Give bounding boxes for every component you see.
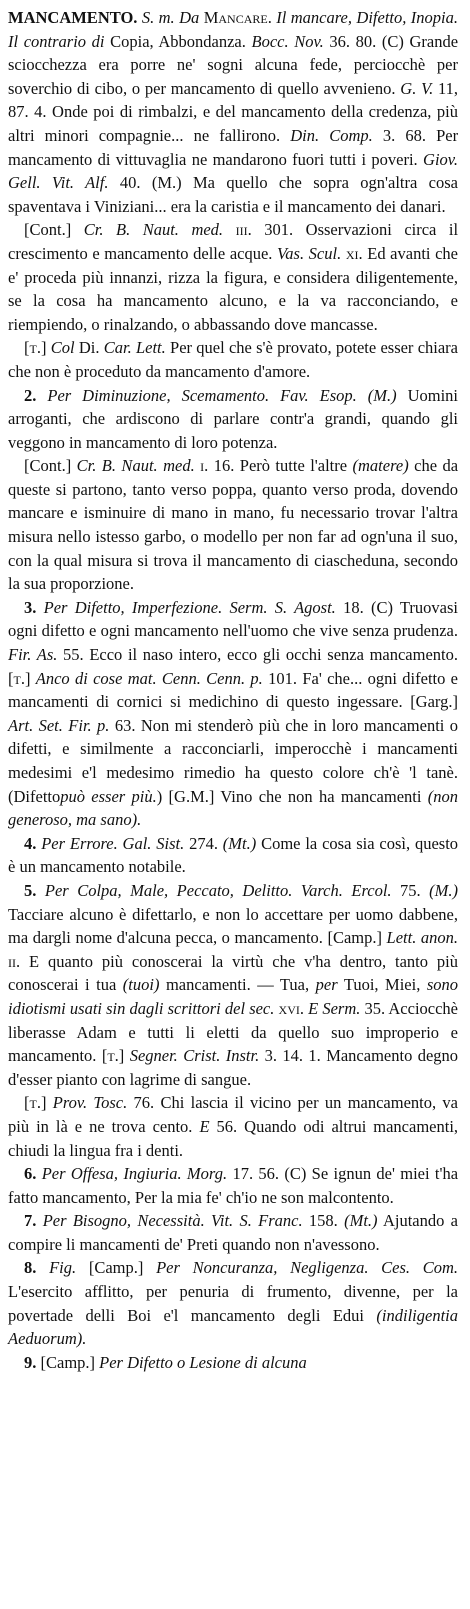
sense-5 [8, 879, 458, 1091]
source-tag: (Mt.) [222, 833, 257, 853]
citation-text: Onde poi di rimbalzi, e del mancamento della credenza, più altri minori compagnie... ne fallirono. [8, 102, 459, 145]
sense-2 [8, 384, 458, 455]
gloss: (tuoi) [122, 975, 160, 995]
sense-9 [8, 1351, 458, 1375]
citation-number: 56. [216, 1116, 238, 1136]
citation-ref: Morg. [186, 1164, 228, 1184]
citation-ref: Cr. B. Naut. med. [83, 220, 224, 240]
citation-ref: Serm. S. Agost. [229, 597, 336, 617]
citation-ref: G. V. [400, 78, 434, 98]
citation-ref-plain: Di. [78, 338, 100, 358]
citation-text: (C) Se ignun de' miei t'ha fatto mancamento, Per la mia fe' ch'io ne son malcontento. [8, 1164, 459, 1207]
citation-number: 274. [189, 833, 218, 853]
citation-ref: Anco di cose mat. Cenn. Cenn. p. [35, 668, 263, 688]
citation-text: Ma quello che sopra ogn'altra cosa spaventava i Viniziani... era la caristia e il mancamento dei danari. [8, 173, 458, 216]
citation-text: Acciocchè liberasse Adam e tutti li eletti da quello suo improperio e mancamento. [8, 998, 459, 1066]
sense-label: Per Errore. [41, 833, 118, 853]
citation-text: Mancamento degno d'esser pianto con lagrime di sangue. [8, 1046, 459, 1089]
citation-number: 18. [343, 597, 364, 617]
citation-number: 55. [63, 645, 84, 665]
citation-number: 11, 87. 4. [8, 78, 459, 122]
source-tag: [t.] [8, 668, 31, 688]
citation-number: 36. 80. [329, 31, 377, 51]
sense-number: 8. [24, 1258, 37, 1278]
citation-text: (C) Truovasi ogni difetto e ogni mancamento nell'uomo che vive senza prudenza. [8, 597, 458, 641]
citation-number: 17. 56. [232, 1164, 280, 1184]
cont-block-1 [8, 218, 458, 336]
cont-block-2 [8, 454, 458, 596]
citation-number: 40. [119, 173, 141, 193]
sense-number: 3. [24, 597, 37, 617]
citation-text: che da queste si partono, tanto verso poppa, quanto verso proda, dovendo mancare e isminuire di mano in mano, fu necessario trovar l'altra misura nello istesso garbo, o modello per non far ad ogn'una il suo, con la qual misura si trova il mancamento di ciascheduna, secondo la sua proporzione. [8, 456, 459, 594]
source-tag: (M.) [151, 173, 182, 193]
source-tag: [t.] [24, 1093, 47, 1113]
headword: MANCAMENTO. [8, 8, 138, 27]
source-tag: [G.M.] [168, 786, 215, 806]
citation-ref: Col [50, 338, 75, 358]
gloss: (non generoso, ma sano). [8, 786, 459, 830]
citation-text: Ajutando a compire li mancamenti de' Preti quando non n'avessono. [8, 1211, 459, 1254]
citation-text: Chi lascia il vicino per un mancamento, va più in là e ne trova cento. [8, 1093, 458, 1136]
source-tag: [Camp.] [88, 1258, 144, 1278]
note-italic: può esser più. [60, 786, 157, 806]
roman-numeral: xvi. [278, 998, 304, 1018]
citation-text: Fa' che... ogni difetto e mancamenti di cornici si medichino di questo ingessare. [8, 668, 459, 712]
citation-ref: Art. Set. Fir. p. [8, 715, 110, 735]
citation-ref: Car. Lett. [103, 338, 166, 358]
sense-number: 7. [24, 1211, 37, 1231]
citation-text: (C) Grande sciocchezza era porre ne' sogni alcuna fede, perciocchè per soverchio di cibo, o per mancamento di quello avvenieno. [8, 31, 459, 98]
sense-number: 9. [24, 1352, 37, 1372]
source-tag: [Garg.] [410, 692, 458, 712]
citation-number: 76. [133, 1093, 155, 1113]
citation-number: 63. [114, 715, 136, 735]
sense-label: Per Colpa, Male, Peccato, Delitto. [44, 880, 293, 900]
citation-number: 16. [213, 456, 235, 476]
citation-text: Per mancamento di vittuvaglia ne mandarono fuori tutti i poveri. [8, 125, 459, 169]
roman-numeral: xi. [345, 243, 363, 263]
source-tag: (M.) [429, 880, 459, 900]
citation-ref: Ces. Com. [381, 1258, 459, 1278]
citation-text: Osservazioni circa il crescimento e mancamento delle acque. [8, 220, 459, 263]
citation-number: 3. 14. 1. [264, 1046, 321, 1066]
entry-mancamento [8, 6, 458, 218]
citation-ref: E [199, 1116, 210, 1136]
gloss: (indiligentia Aeduorum). [8, 1305, 458, 1349]
sense-number: 2. [24, 385, 37, 405]
sense-7 [8, 1209, 458, 1256]
citation-text: Ecco il naso intero, ecco gli occhi senza mancamento. [89, 645, 458, 665]
citation-ref: Fir. As. [8, 645, 58, 665]
citation-ref: Lett. anon. [386, 928, 458, 948]
sense-label: Per Noncuranza, Negligenza. [156, 1258, 369, 1278]
sense-label: Per Difetto o Lesione di alcuna [99, 1352, 307, 1372]
citation-number: 158. [308, 1211, 338, 1231]
source-tag: [t.] [101, 1046, 125, 1066]
citation-text: Ed avanti che e' proceda più innanzi, rizza la figura, e considera diligentemente, se la cosa ha mancamento alcuno, e la va racconciando, e riempiendo, o rinalzando, o abbassando dove mancasse. [8, 243, 458, 334]
source-tag: [Camp.] [40, 1352, 96, 1372]
citation-ref: Gal. Sist. [122, 833, 185, 853]
note: (Difetto [8, 786, 61, 806]
sense-label: Per Offesa, Ingiuria. [41, 1164, 182, 1184]
sense-label: Per Bisogno, Necessità. [42, 1211, 205, 1231]
citation-number: 75. [400, 880, 421, 900]
note-italic: per [315, 975, 338, 995]
note: Tuoi, Miei, [343, 975, 421, 995]
citation-number: 3. 68. [382, 125, 426, 145]
source-tag: (M.) [367, 385, 397, 405]
citation-ref: Fav. Esop. [280, 385, 357, 405]
source-tag: [Cont.] [24, 456, 72, 476]
citation-text: E quanto più conoscerai la virtù che v'ha dentro, tanto più conoscerai i tua [8, 951, 458, 995]
citation-ref: Din. Comp. [290, 125, 373, 145]
t-block-1 [8, 336, 458, 383]
citation-ref: Varch. Ercol. [300, 880, 392, 900]
source-tag: [Cont.] [24, 220, 72, 240]
etymology-word: Mancare. [203, 8, 272, 27]
source-tag: [t.] [24, 338, 47, 358]
synonyms: Difetto, Inopia. [356, 8, 458, 27]
citation-text: Però tutte l'altre [239, 456, 348, 476]
roman-numeral: ii. [8, 951, 21, 971]
sense-label: Per Difetto, Imperfezione. [43, 597, 223, 617]
grammar-label: S. m. [141, 8, 175, 27]
sense-number: 4. [24, 833, 37, 853]
citation-number: 35. [364, 998, 386, 1018]
citation-text: Per quel che s'è provato, potete esser chiara che non è proceduto da mancamento d'amore. [8, 338, 458, 381]
sense-number: 5. [24, 880, 37, 900]
citation-text: mancamenti. — Tua, [165, 975, 310, 995]
citation-ref: Vas. Scul. [277, 243, 342, 263]
citation-ref: Cr. B. Naut. med. [76, 456, 195, 476]
source-tag: (Mt.) [344, 1211, 378, 1231]
citation-ref: E Serm. [308, 998, 361, 1018]
definition-phrase: Il mancare, [276, 8, 352, 27]
note-italic: sono idiotismi usati sin dagli scrittori del sec. [8, 975, 458, 1018]
citation-ref: Prov. Tosc. [52, 1093, 128, 1113]
sense-3 [8, 596, 458, 832]
citation-ref: Bocc. Nov. [251, 31, 324, 51]
roman-numeral: iii. [235, 220, 252, 240]
citation-number: 101. [268, 668, 297, 688]
sense-4 [8, 832, 458, 879]
citation-ref: Giov. Gell. Vit. Alf. [8, 149, 459, 193]
citation-ref: Vit. S. Franc. [211, 1211, 303, 1231]
contrary-label: Il contrario di [8, 31, 105, 51]
citation-text: L'esercito afflitto, per penuria di frumento, divenne, per la povertade delli Boi e'l mancamento degli Edui [8, 1282, 458, 1325]
citation-number: 301. [264, 220, 294, 240]
note: ) [156, 786, 163, 806]
sense-label: Fig. [49, 1258, 77, 1278]
sense-6 [8, 1162, 458, 1209]
citation-text: Quando odi altrui mancamenti, chiudi la lingua fra i denti. [8, 1116, 459, 1160]
gloss: (matere) [352, 456, 409, 476]
roman-numeral: i. [200, 456, 209, 476]
citation-text: Vino che non ha mancamenti [220, 786, 422, 806]
citation-text: Non mi stenderò più che in loro mancamenti o difetti, e similmente a racconciarli, imperocchè i mancamenti medesimi e'l medesimo rimedio ha questo colore ch'è 'l tanè. [8, 715, 459, 782]
etymology-prefix: Da [179, 8, 200, 27]
source-tag: [Camp.] [327, 928, 382, 948]
citation-text: Tacciare alcuno è difettarlo, e non lo accettare per uomo dabbene, ma dargli nome d'alcuna pecca, o mancamento. [8, 904, 458, 948]
contrary-words: Copia, Abbondanza. [110, 31, 246, 51]
citation-ref: Segner. Crist. Instr. [129, 1046, 260, 1066]
sense-8 [8, 1256, 458, 1350]
sense-number: 6. [24, 1164, 37, 1184]
citation-text: Uomini arroganti, che ardiscono di parlare contr'a grandi, quando gli veggono in mancamento di loro potenza. [8, 385, 459, 452]
t-block-2 [8, 1091, 458, 1162]
citation-text: Come la cosa sia così, questo è un mancamento notabile. [8, 833, 459, 877]
sense-label: Per Diminuzione, Scemamento. [47, 385, 270, 405]
